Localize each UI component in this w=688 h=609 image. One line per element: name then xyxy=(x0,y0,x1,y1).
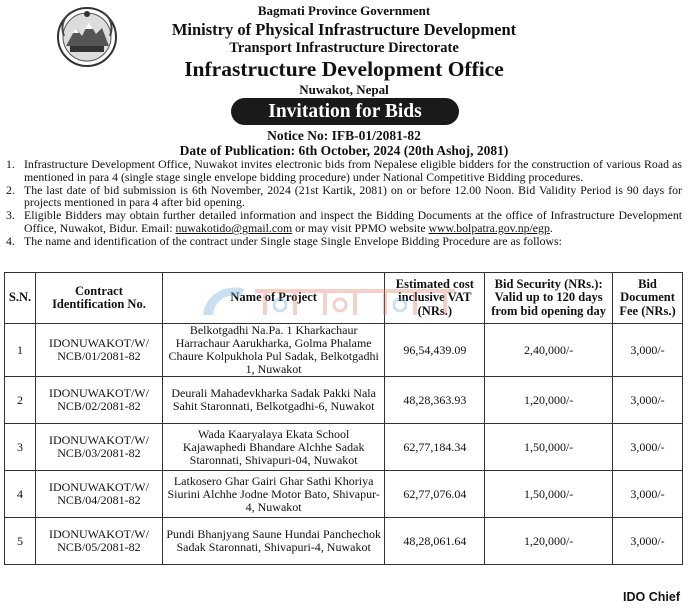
cell-security: 1,20,000/- xyxy=(485,518,613,565)
title-banner: Invitation for Bids xyxy=(231,98,459,125)
paragraph-text: . xyxy=(549,220,553,235)
cell-sn: 1 xyxy=(5,324,36,377)
cell-fee: 3,000/- xyxy=(613,471,683,518)
paragraph-4 xyxy=(6,235,682,248)
col-header-fee: Bid Document Fee (NRs.) xyxy=(613,273,683,324)
ministry-name: Ministry of Physical Infrastructure Development xyxy=(171,20,517,39)
cell-estimate: 62,77,184.34 xyxy=(385,424,485,471)
cell-estimate: 62,77,076.04 xyxy=(385,471,485,518)
notice-number: Notice No: IFB-01/2081-82 xyxy=(267,128,421,143)
cell-estimate: 48,28,061.64 xyxy=(385,518,485,565)
cell-contract-id: IDONUWAKOT/W/ NCB/04/2081-82 xyxy=(35,471,162,518)
cell-estimate: 96,54,439.09 xyxy=(385,324,485,377)
table-row xyxy=(5,471,683,518)
paragraph-2 xyxy=(6,184,682,210)
table-row xyxy=(5,324,683,377)
table-row xyxy=(5,424,683,471)
cell-project: Pundi Bhanjyang Saune Hundai Panchechok Sadak Staronnati, Shivapuri-4, Nuwakot xyxy=(162,518,384,565)
col-header-estimate: Estimated cost inclusive VAT (NRs.) xyxy=(385,273,485,324)
cell-contract-id: IDONUWAKOT/W/ NCB/05/2081-82 xyxy=(35,518,162,565)
cell-sn: 4 xyxy=(5,471,36,518)
col-header-sn: S.N. xyxy=(5,273,36,324)
bids-table xyxy=(4,272,683,565)
paragraph-text: Infrastructure Development Office, Nuwakot invites electronic bids from Nepalese eligible bidders for the construction of various Road as mentioned in para 4 (single stage single envelope bidding procedure) under National Competitive Bidding procedures. xyxy=(24,157,682,184)
province-name: Bagmati Province Government xyxy=(257,3,431,18)
cell-contract-id: IDONUWAKOT/W/ NCB/02/2081-82 xyxy=(35,377,162,424)
cell-sn: 5 xyxy=(5,518,36,565)
ppmo-website-link[interactable]: www.bolpatra.gov.np/egp xyxy=(428,220,550,235)
cell-project: Deurali Mahadevkharka Sadak Pakki Nala Sahit Staronnati, Belkotgadhi-6, Nuwakot xyxy=(162,377,384,424)
notice-paragraphs xyxy=(6,158,682,248)
col-header-contract-id: Contract Identification No. xyxy=(35,273,162,324)
email-link[interactable]: nuwakotido@gmail.com xyxy=(175,220,293,235)
paragraph-3 xyxy=(6,209,682,235)
cell-sn: 2 xyxy=(5,377,36,424)
table-row xyxy=(5,518,683,565)
office-name: Infrastructure Development Office xyxy=(184,57,504,81)
paragraph-1 xyxy=(6,158,682,184)
cell-security: 1,50,000/- xyxy=(485,471,613,518)
paragraph-number: 4. xyxy=(6,233,15,248)
cell-fee: 3,000/- xyxy=(613,324,683,377)
cell-contract-id: IDONUWAKOT/W/ NCB/01/2081-82 xyxy=(35,324,162,377)
cell-sn: 3 xyxy=(5,424,36,471)
cell-project: Latkosero Ghar Gairi Ghar Sathi Khoriya Siurini Alchhe Jodne Motor Bato, Shivapur-4, Nuwakot xyxy=(162,471,384,518)
cell-project: Wada Kaaryalaya Ekata School Kajawaphedi Bhandare Alchhe Sadak Staronnati, Shivapuri-04, Nuwakot xyxy=(162,424,384,471)
paragraph-number: 3. xyxy=(6,208,15,223)
cell-estimate: 48,28,363.93 xyxy=(385,377,485,424)
cell-fee: 3,000/- xyxy=(613,518,683,565)
publication-date: Date of Publication: 6th October, 2024 (20th Ashoj, 2081) xyxy=(179,143,509,158)
cell-security: 1,20,000/- xyxy=(485,377,613,424)
cell-project: Belkotgadhi Na.Pa. 1 Kharkachaur Harrachaur Aarukharka, Golma Phalame Chaure Kolpukhola Pul Sadak, Belkotgadhi 1, Nuwakot xyxy=(162,324,384,377)
table-row xyxy=(5,377,683,424)
paragraph-number: 1. xyxy=(6,157,15,171)
cell-fee: 3,000/- xyxy=(613,377,683,424)
table-header-row xyxy=(5,273,683,324)
paragraph-number: 2. xyxy=(6,182,15,197)
paragraph-text: Eligible Bidders may obtain further detailed information and inspect the Bidding Documents at the office of Infrastructure Development Office, Nuwakot, Bidur. Email: xyxy=(24,208,682,235)
paragraph-text: The last date of bid submission is 6th November, 2024 (21st Kartik, 2081) on or before 12.00 Noon. Bid Validity Period is 90 days for projects mentioned in para 4 after bid opening. xyxy=(24,182,682,210)
paragraph-text: The name and identification of the contract under Single stage Single Envelope Bidding Procedure are as follows: xyxy=(24,233,562,248)
signoff-title: IDO Chief xyxy=(623,590,680,604)
cell-security: 2,40,000/- xyxy=(485,324,613,377)
cell-contract-id: IDONUWAKOT/W/ NCB/03/2081-82 xyxy=(35,424,162,471)
directorate-name: Transport Infrastructure Directorate xyxy=(229,40,459,56)
col-header-project: Name of Project xyxy=(162,273,384,324)
col-header-security: Bid Security (NRs.): Valid up to 120 days from bid opening day xyxy=(485,273,613,324)
office-location: Nuwakot, Nepal xyxy=(299,82,389,97)
cell-security: 1,50,000/- xyxy=(485,424,613,471)
cell-fee: 3,000/- xyxy=(613,424,683,471)
paragraph-text: or may visit PPMO website xyxy=(292,220,429,235)
